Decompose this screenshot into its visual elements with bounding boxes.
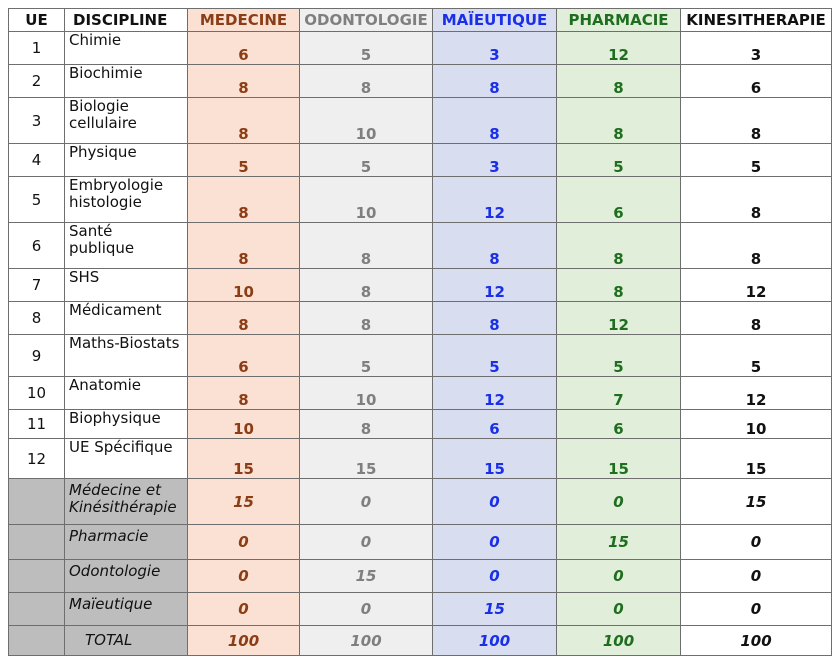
coefficient-pharmacie: 8 bbox=[557, 223, 681, 269]
coefficient-pharmacie: 5 bbox=[557, 144, 681, 177]
coefficient-pharmacie: 15 bbox=[557, 439, 681, 479]
coefficient-pharmacie: 8 bbox=[557, 98, 681, 144]
discipline-name: Biochimie bbox=[65, 65, 188, 98]
coefficient-medecine: 10 bbox=[188, 269, 300, 302]
ue-empty-cell bbox=[9, 479, 65, 525]
specific-coefficient-pharmacie: 15 bbox=[557, 525, 681, 560]
coefficient-odontologie: 5 bbox=[300, 335, 433, 377]
total-odontologie: 100 bbox=[300, 626, 433, 656]
specific-row bbox=[9, 560, 832, 593]
header-row bbox=[9, 9, 832, 32]
total-pharmacie: 100 bbox=[557, 626, 681, 656]
coefficient-kinesitherapie: 12 bbox=[681, 269, 832, 302]
table-row bbox=[9, 410, 832, 439]
specific-coefficient-pharmacie: 0 bbox=[557, 479, 681, 525]
coefficient-medecine: 5 bbox=[188, 144, 300, 177]
coefficient-kinesitherapie: 8 bbox=[681, 98, 832, 144]
table-row bbox=[9, 223, 832, 269]
ue-number: 7 bbox=[9, 269, 65, 302]
discipline-name: Physique bbox=[65, 144, 188, 177]
coefficient-kinesitherapie: 8 bbox=[681, 177, 832, 223]
ue-number: 8 bbox=[9, 302, 65, 335]
ue-number: 5 bbox=[9, 177, 65, 223]
coefficient-maieutique: 8 bbox=[433, 223, 557, 269]
specific-coefficient-pharmacie: 0 bbox=[557, 560, 681, 593]
specific-coefficient-odontologie: 0 bbox=[300, 593, 433, 626]
specific-row bbox=[9, 479, 832, 525]
total-row bbox=[9, 626, 832, 656]
ue-number: 9 bbox=[9, 335, 65, 377]
coefficient-odontologie: 5 bbox=[300, 32, 433, 65]
coefficient-kinesitherapie: 8 bbox=[681, 223, 832, 269]
coefficient-kinesitherapie: 15 bbox=[681, 439, 832, 479]
table-body bbox=[9, 32, 832, 656]
coefficient-kinesitherapie: 6 bbox=[681, 65, 832, 98]
coefficient-maieutique: 15 bbox=[433, 439, 557, 479]
coefficient-kinesitherapie: 8 bbox=[681, 302, 832, 335]
table-row bbox=[9, 144, 832, 177]
coefficient-maieutique: 8 bbox=[433, 302, 557, 335]
coefficient-maieutique: 6 bbox=[433, 410, 557, 439]
table-row bbox=[9, 335, 832, 377]
specific-discipline-name: Médecine et Kinésithérapie bbox=[65, 479, 188, 525]
table-row bbox=[9, 32, 832, 65]
header-discipline: DISCIPLINE bbox=[65, 9, 188, 32]
header-pharmacie: PHARMACIE bbox=[557, 9, 681, 32]
specific-row bbox=[9, 525, 832, 560]
header-medecine: MEDECINE bbox=[188, 9, 300, 32]
specific-discipline-name: Pharmacie bbox=[65, 525, 188, 560]
specific-coefficient-kinesitherapie: 0 bbox=[681, 525, 832, 560]
ue-empty-cell bbox=[9, 525, 65, 560]
table-row bbox=[9, 177, 832, 223]
coefficient-odontologie: 8 bbox=[300, 302, 433, 335]
specific-coefficient-kinesitherapie: 0 bbox=[681, 593, 832, 626]
specific-row bbox=[9, 593, 832, 626]
coefficient-odontologie: 15 bbox=[300, 439, 433, 479]
coefficient-kinesitherapie: 10 bbox=[681, 410, 832, 439]
coefficient-maieutique: 12 bbox=[433, 269, 557, 302]
discipline-name: Chimie bbox=[65, 32, 188, 65]
discipline-name: SHS bbox=[65, 269, 188, 302]
total-label: TOTAL bbox=[65, 626, 188, 656]
coefficient-medecine: 8 bbox=[188, 177, 300, 223]
discipline-name: Médicament bbox=[65, 302, 188, 335]
specific-coefficient-odontologie: 15 bbox=[300, 560, 433, 593]
coefficient-odontologie: 5 bbox=[300, 144, 433, 177]
specific-coefficient-maieutique: 0 bbox=[433, 560, 557, 593]
table-row bbox=[9, 98, 832, 144]
specific-coefficient-maieutique: 0 bbox=[433, 525, 557, 560]
coefficient-pharmacie: 6 bbox=[557, 177, 681, 223]
coefficient-medecine: 6 bbox=[188, 335, 300, 377]
total-maieutique: 100 bbox=[433, 626, 557, 656]
coefficient-pharmacie: 8 bbox=[557, 65, 681, 98]
coefficient-kinesitherapie: 5 bbox=[681, 144, 832, 177]
coefficient-odontologie: 8 bbox=[300, 269, 433, 302]
coefficient-maieutique: 5 bbox=[433, 335, 557, 377]
coefficient-odontologie: 8 bbox=[300, 410, 433, 439]
ue-number: 3 bbox=[9, 98, 65, 144]
coefficient-maieutique: 3 bbox=[433, 144, 557, 177]
coefficient-medecine: 6 bbox=[188, 32, 300, 65]
coefficient-pharmacie: 12 bbox=[557, 302, 681, 335]
ue-empty-cell bbox=[9, 626, 65, 656]
coefficient-medecine: 8 bbox=[188, 377, 300, 410]
table-row bbox=[9, 377, 832, 410]
coefficient-kinesitherapie: 12 bbox=[681, 377, 832, 410]
ue-number: 12 bbox=[9, 439, 65, 479]
coefficient-kinesitherapie: 5 bbox=[681, 335, 832, 377]
specific-coefficient-odontologie: 0 bbox=[300, 525, 433, 560]
discipline-name: Biologie cellulaire bbox=[65, 98, 188, 144]
specific-coefficient-medecine: 15 bbox=[188, 479, 300, 525]
ue-empty-cell bbox=[9, 593, 65, 626]
coefficient-odontologie: 10 bbox=[300, 98, 433, 144]
ue-number: 2 bbox=[9, 65, 65, 98]
coefficient-pharmacie: 12 bbox=[557, 32, 681, 65]
ue-number: 10 bbox=[9, 377, 65, 410]
specific-coefficient-maieutique: 0 bbox=[433, 479, 557, 525]
specific-coefficient-pharmacie: 0 bbox=[557, 593, 681, 626]
coefficient-medecine: 10 bbox=[188, 410, 300, 439]
specific-coefficient-medecine: 0 bbox=[188, 593, 300, 626]
coefficient-maieutique: 3 bbox=[433, 32, 557, 65]
ue-number: 4 bbox=[9, 144, 65, 177]
header-odontologie: ODONTOLOGIE bbox=[300, 9, 433, 32]
header-ue: UE bbox=[9, 9, 65, 32]
coefficient-medecine: 8 bbox=[188, 302, 300, 335]
coefficient-odontologie: 10 bbox=[300, 377, 433, 410]
discipline-name: Anatomie bbox=[65, 377, 188, 410]
coefficient-odontologie: 10 bbox=[300, 177, 433, 223]
specific-coefficient-kinesitherapie: 15 bbox=[681, 479, 832, 525]
specific-coefficient-medecine: 0 bbox=[188, 525, 300, 560]
discipline-name: Biophysique bbox=[65, 410, 188, 439]
coefficient-odontologie: 8 bbox=[300, 65, 433, 98]
coefficient-maieutique: 12 bbox=[433, 177, 557, 223]
specific-discipline-name: Odontologie bbox=[65, 560, 188, 593]
coefficient-medecine: 8 bbox=[188, 98, 300, 144]
discipline-name: UE Spécifique bbox=[65, 439, 188, 479]
header-kinesitherapie: KINESITHERAPIE bbox=[681, 9, 832, 32]
table-row bbox=[9, 65, 832, 98]
specific-coefficient-odontologie: 0 bbox=[300, 479, 433, 525]
coefficient-pharmacie: 7 bbox=[557, 377, 681, 410]
coefficient-pharmacie: 8 bbox=[557, 269, 681, 302]
coefficient-pharmacie: 6 bbox=[557, 410, 681, 439]
header-maieutique: MAÏEUTIQUE bbox=[433, 9, 557, 32]
coefficient-medecine: 8 bbox=[188, 223, 300, 269]
coefficients-table bbox=[8, 8, 832, 656]
ue-number: 6 bbox=[9, 223, 65, 269]
coefficient-maieutique: 12 bbox=[433, 377, 557, 410]
coefficient-kinesitherapie: 3 bbox=[681, 32, 832, 65]
specific-coefficient-medecine: 0 bbox=[188, 560, 300, 593]
discipline-name: Maths-Biostats bbox=[65, 335, 188, 377]
discipline-name: Santé publique bbox=[65, 223, 188, 269]
table-row bbox=[9, 302, 832, 335]
total-medecine: 100 bbox=[188, 626, 300, 656]
total-kinesitherapie: 100 bbox=[681, 626, 832, 656]
specific-coefficient-kinesitherapie: 0 bbox=[681, 560, 832, 593]
coefficient-maieutique: 8 bbox=[433, 65, 557, 98]
discipline-name: Embryologie histologie bbox=[65, 177, 188, 223]
coefficient-odontologie: 8 bbox=[300, 223, 433, 269]
table-row bbox=[9, 439, 832, 479]
coefficient-pharmacie: 5 bbox=[557, 335, 681, 377]
coefficient-medecine: 15 bbox=[188, 439, 300, 479]
table-row bbox=[9, 269, 832, 302]
specific-coefficient-maieutique: 15 bbox=[433, 593, 557, 626]
ue-empty-cell bbox=[9, 560, 65, 593]
ue-number: 11 bbox=[9, 410, 65, 439]
specific-discipline-name: Maïeutique bbox=[65, 593, 188, 626]
coefficient-medecine: 8 bbox=[188, 65, 300, 98]
ue-number: 1 bbox=[9, 32, 65, 65]
coefficient-maieutique: 8 bbox=[433, 98, 557, 144]
